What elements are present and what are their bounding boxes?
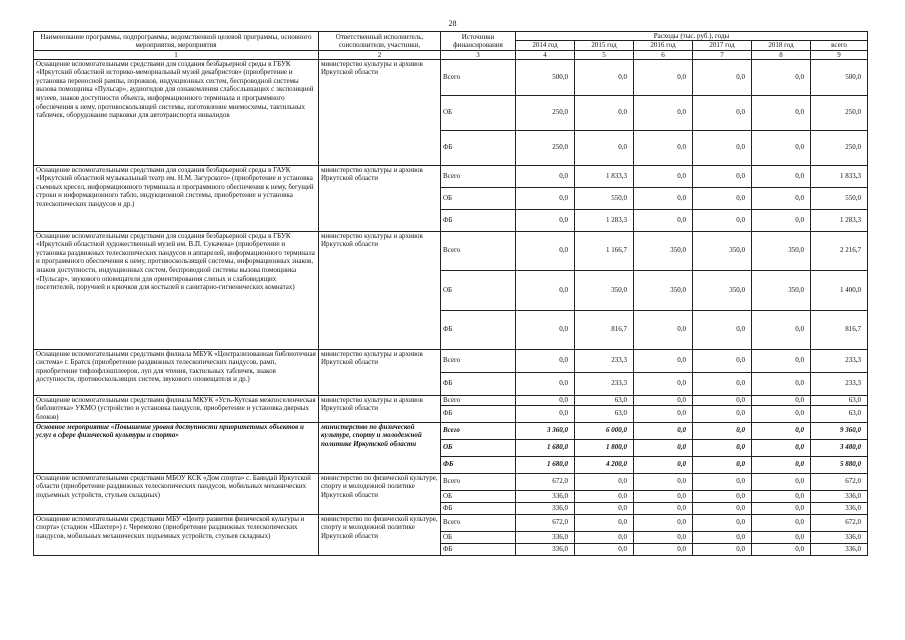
expense-value: 1 680,0 — [516, 456, 575, 473]
expense-value: 0,0 — [752, 59, 811, 95]
executor: министерство культуры и архивов Иркутской области — [319, 231, 441, 349]
expense-value: 1 166,7 — [575, 231, 634, 270]
expense-value: 350,0 — [693, 270, 752, 310]
expense-value: 250,0 — [516, 95, 575, 130]
expense-total: 336,0 — [811, 531, 868, 543]
header-expenses: Расходы (тыс. руб.), годы — [516, 32, 868, 41]
executor: министерство культуры и архивов Иркутской области — [319, 395, 441, 422]
expense-value: 0,0 — [693, 490, 752, 502]
financing-source: ФБ — [441, 372, 516, 395]
expense-value: 0,0 — [693, 59, 752, 95]
expense-value: 0,0 — [575, 130, 634, 165]
expense-value: 336,0 — [516, 543, 575, 555]
expense-value: 0,0 — [516, 405, 575, 422]
expense-value: 816,7 — [575, 310, 634, 349]
expense-value: 0,0 — [634, 543, 693, 555]
column-number: 1 — [34, 50, 319, 59]
expense-value: 0,0 — [693, 514, 752, 531]
financing-source: ОБ — [441, 490, 516, 502]
column-number: 2 — [319, 50, 441, 59]
expense-value: 3 360,0 — [516, 422, 575, 439]
expense-value: 0,0 — [516, 187, 575, 209]
expense-value: 0,0 — [634, 456, 693, 473]
activity-name: Оснащение вспомогательными средствами филиала МКУК «Усть-Кутская межпоселенческая библиотека» УКМО (устройство и установка пандусов, приобретение и установка дверных блоков) — [34, 395, 319, 422]
expense-value: 0,0 — [693, 187, 752, 209]
expense-value: 63,0 — [575, 405, 634, 422]
expense-total: 336,0 — [811, 502, 868, 514]
expense-value: 0,0 — [575, 514, 634, 531]
executor: министерство культуры и архивов Иркутской области — [319, 59, 441, 165]
executor: министерство культуры и архивов Иркутской области — [319, 349, 441, 395]
expense-total: 63,0 — [811, 405, 868, 422]
table-row — [34, 422, 868, 439]
expense-total: 816,7 — [811, 310, 868, 349]
expense-value: 672,0 — [516, 514, 575, 531]
header-year: 2015 год — [575, 41, 634, 50]
expense-value: 0,0 — [752, 372, 811, 395]
column-number: 4 — [516, 50, 575, 59]
column-number: 5 — [575, 50, 634, 59]
expense-value: 0,0 — [634, 439, 693, 456]
expense-total: 672,0 — [811, 473, 868, 490]
column-number: 9 — [811, 50, 868, 59]
activity-name: Основное мероприятие «Повышение уровня доступности приоритетных объектов и услуг в сфере физической культуры и спорта» — [34, 422, 319, 473]
activity-name: Оснащение вспомогательными средствами для создания безбарьерной среды в ГБУК «Иркутский областной историко-мемориальный музей декабристов» (приобретение и установка переносной рампы, порожков, индукционных систем, беспроводной системы вызова помощника «Пульсар», аудиогидов для ознакомления слабослышащих с экспозицией музеев, знаков доступности объекта, информационного терминала и программного обеспечения к нему, противоскользящей системы, изготовление мнемосхемы, тактильных табличек, оборудование парковки для автотранспорта инвалидов — [34, 59, 319, 165]
column-number: 6 — [634, 50, 693, 59]
column-number: 3 — [441, 50, 516, 59]
expense-value: 0,0 — [516, 270, 575, 310]
expense-value: 1 833,3 — [575, 165, 634, 187]
expense-value: 0,0 — [693, 310, 752, 349]
expense-value: 0,0 — [634, 422, 693, 439]
header-name: Наименование программы, подпрограммы, ведомственной целевой программы, основного мероприятия, мероприятия — [34, 32, 319, 51]
expense-value: 0,0 — [752, 456, 811, 473]
expense-value: 0,0 — [752, 422, 811, 439]
expense-total: 336,0 — [811, 543, 868, 555]
expense-value: 350,0 — [575, 270, 634, 310]
expense-value: 0,0 — [516, 231, 575, 270]
expense-value: 233,3 — [575, 372, 634, 395]
financing-source: ФБ — [441, 209, 516, 231]
executor: министерство культуры и архивов Иркутской области — [319, 165, 441, 231]
expense-value: 1 283,3 — [575, 209, 634, 231]
expense-value: 0,0 — [752, 310, 811, 349]
expense-total: 336,0 — [811, 490, 868, 502]
expense-value: 0,0 — [752, 490, 811, 502]
expense-value: 0,0 — [752, 473, 811, 490]
executor: министерство по физической культуре, спорту и молодежной политике Иркутской области — [319, 422, 441, 473]
expense-value: 336,0 — [516, 490, 575, 502]
expense-value: 250,0 — [516, 130, 575, 165]
financing-source: ФБ — [441, 405, 516, 422]
expense-value: 336,0 — [516, 531, 575, 543]
column-number-row — [34, 50, 868, 59]
expense-total: 233,3 — [811, 349, 868, 372]
expense-value: 0,0 — [693, 473, 752, 490]
financing-source: Всего — [441, 59, 516, 95]
header-source: Источники финансирования — [441, 32, 516, 51]
expense-value: 0,0 — [752, 543, 811, 555]
expense-value: 0,0 — [752, 130, 811, 165]
financing-source: ФБ — [441, 456, 516, 473]
expense-value: 350,0 — [752, 270, 811, 310]
expense-value: 0,0 — [752, 165, 811, 187]
expense-value: 233,3 — [575, 349, 634, 372]
expense-value: 0,0 — [693, 531, 752, 543]
expense-value: 0,0 — [575, 502, 634, 514]
expense-value: 0,0 — [693, 130, 752, 165]
executor: министерство по физической культуре, спорту и молодежной политике Иркутской области — [319, 473, 441, 514]
expense-value: 550,0 — [575, 187, 634, 209]
expense-value: 6 000,0 — [575, 422, 634, 439]
expense-value: 0,0 — [575, 490, 634, 502]
header-year: 2016 год — [634, 41, 693, 50]
financing-source: ФБ — [441, 130, 516, 165]
expense-total: 233,3 — [811, 372, 868, 395]
expense-total: 1 283,3 — [811, 209, 868, 231]
expense-value: 0,0 — [752, 187, 811, 209]
expense-value: 0,0 — [693, 395, 752, 405]
expense-value: 0,0 — [575, 531, 634, 543]
expense-value: 0,0 — [752, 502, 811, 514]
expense-value: 0,0 — [634, 310, 693, 349]
expense-value: 0,0 — [752, 405, 811, 422]
expense-value: 0,0 — [516, 372, 575, 395]
expense-value: 0,0 — [634, 490, 693, 502]
table-row — [34, 514, 868, 531]
table-row — [34, 395, 868, 405]
activity-name: Оснащение вспомогательными средствами для создания безбарьерной среды в ГБУК «Иркутский областной художественный музей им. В.П. Сукачева» (приобретение и установка раздвижных телескопических пандусов и аппарелей, информационного терминала и программного обеспечения к нему, противоскользящей системы, информационных знаков, знаков доступности, индукционных систем, беспроводной системы вызова помощника «Пульсар», звукового оповещателя для ориентирования слепых и слабовидящих посетителей, поручней и крючков для костылей в санитарно-гигиенических комнатах) — [34, 231, 319, 349]
expense-value: 0,0 — [634, 130, 693, 165]
activity-name: Оснащение вспомогательными средствами филиала МБУК «Централизованная библиотечная система» г. Братск (приобретение раздвижных телескопических пандусов, рамп, приобретение тифлофлэшплееров, луп для чтения, тактильных табличек, знаков доступности, противоскользящих систем, звукового оповещателя и др.) — [34, 349, 319, 395]
expense-value: 0,0 — [634, 473, 693, 490]
expense-value: 0,0 — [575, 59, 634, 95]
expense-value: 0,0 — [693, 95, 752, 130]
financing-source: Всего — [441, 514, 516, 531]
financing-source: ОБ — [441, 270, 516, 310]
activity-name: Оснащение вспомогательными средствами МБУ «Центр развития физической культуры и спорта» (стадион «Шахтер») г. Черемхово (приобретение раздвижных телескопических пандусов, мобильных механических подъемных устройств, стульев складных) — [34, 514, 319, 555]
expense-value: 0,0 — [693, 456, 752, 473]
expense-total: 500,0 — [811, 59, 868, 95]
header-year: 2014 год — [516, 41, 575, 50]
expense-value: 350,0 — [693, 231, 752, 270]
expense-value: 0,0 — [752, 95, 811, 130]
header-year: 2017 год — [693, 41, 752, 50]
expense-total: 9 360,0 — [811, 422, 868, 439]
expense-value: 0,0 — [516, 209, 575, 231]
expense-value: 350,0 — [634, 270, 693, 310]
expense-value: 0,0 — [634, 372, 693, 395]
expense-value: 0,0 — [752, 395, 811, 405]
financing-source: ОБ — [441, 439, 516, 456]
financing-source: Всего — [441, 395, 516, 405]
financing-source: Всего — [441, 349, 516, 372]
expense-value: 0,0 — [634, 395, 693, 405]
header-year: 2018 год — [752, 41, 811, 50]
expense-value: 0,0 — [693, 405, 752, 422]
expense-value: 0,0 — [752, 439, 811, 456]
table-row — [34, 231, 868, 270]
expense-value: 0,0 — [752, 531, 811, 543]
expense-total: 250,0 — [811, 130, 868, 165]
header-row — [34, 32, 868, 41]
expense-value: 350,0 — [752, 231, 811, 270]
expense-total: 1 833,3 — [811, 165, 868, 187]
expense-value: 0,0 — [634, 514, 693, 531]
table-row — [34, 473, 868, 490]
expense-value: 672,0 — [516, 473, 575, 490]
expense-value: 336,0 — [516, 502, 575, 514]
expense-value: 0,0 — [693, 209, 752, 231]
expense-value: 0,0 — [693, 543, 752, 555]
expense-value: 0,0 — [752, 514, 811, 531]
financing-source: ФБ — [441, 543, 516, 555]
executor: министерство по физической культуре, спорту и молодежной политике Иркутской области — [319, 514, 441, 555]
expense-value: 0,0 — [634, 349, 693, 372]
expense-value: 0,0 — [634, 502, 693, 514]
expense-value: 0,0 — [634, 165, 693, 187]
financing-source: ФБ — [441, 502, 516, 514]
financing-source: Всего — [441, 473, 516, 490]
expense-value: 0,0 — [693, 349, 752, 372]
header-total: всего — [811, 41, 868, 50]
expense-value: 0,0 — [634, 531, 693, 543]
expense-value: 0,0 — [693, 502, 752, 514]
expense-value: 0,0 — [516, 349, 575, 372]
expense-value: 1 800,0 — [575, 439, 634, 456]
expense-value: 0,0 — [575, 543, 634, 555]
expense-value: 0,0 — [575, 95, 634, 130]
expense-value: 0,0 — [693, 165, 752, 187]
expense-total: 3 480,0 — [811, 439, 868, 456]
page-number: 28 — [448, 19, 457, 28]
expense-value: 0,0 — [634, 95, 693, 130]
expense-total: 5 880,0 — [811, 456, 868, 473]
expense-value: 500,0 — [516, 59, 575, 95]
table-row — [34, 165, 868, 187]
table-body — [34, 59, 868, 555]
financing-source: ФБ — [441, 310, 516, 349]
table-row — [34, 349, 868, 372]
expense-value: 0,0 — [575, 473, 634, 490]
column-number: 8 — [752, 50, 811, 59]
expense-value: 0,0 — [634, 209, 693, 231]
expense-value: 350,0 — [634, 231, 693, 270]
expense-value: 0,0 — [752, 209, 811, 231]
expense-value: 0,0 — [516, 395, 575, 405]
expense-total: 1 400,0 — [811, 270, 868, 310]
financing-source: Всего — [441, 165, 516, 187]
expense-value: 4 200,0 — [575, 456, 634, 473]
expense-value: 0,0 — [634, 59, 693, 95]
header-executor: Ответственный исполнитель, соисполнители, участники, — [319, 32, 441, 51]
expense-value: 0,0 — [693, 422, 752, 439]
budget-table — [33, 31, 868, 556]
expense-value: 0,0 — [693, 439, 752, 456]
expense-value: 0,0 — [752, 349, 811, 372]
activity-name: Оснащение вспомогательными средствами МБОУ КСК «Дом спорта» с. Баяндай Иркутской области (приобретение раздвижных телескопических пандусов, мобильных механических подъемных устройств, стульев складных) — [34, 473, 319, 514]
expense-value: 0,0 — [693, 372, 752, 395]
expense-value: 0,0 — [516, 310, 575, 349]
financing-source: Всего — [441, 231, 516, 270]
column-number: 7 — [693, 50, 752, 59]
expense-value: 63,0 — [575, 395, 634, 405]
expense-value: 1 680,0 — [516, 439, 575, 456]
expense-value: 0,0 — [516, 165, 575, 187]
table-row — [34, 59, 868, 95]
financing-source: Всего — [441, 422, 516, 439]
financing-source: ОБ — [441, 187, 516, 209]
expense-total: 2 216,7 — [811, 231, 868, 270]
expense-total: 550,0 — [811, 187, 868, 209]
activity-name: Оснащение вспомогательными средствами для создания безбарьерной среды в ГАУК «Иркутский областной музыкальный театр им. Н.М. Загурского» (приобретение и установка съемных кресел, информационного терминала и программного обеспечения к нему, бегущей строки и информационного табло, индукционной системы, приобретение и установка телескопических пандусов и др.) — [34, 165, 319, 231]
expense-total: 250,0 — [811, 95, 868, 130]
expense-value: 0,0 — [634, 405, 693, 422]
expense-total: 672,0 — [811, 514, 868, 531]
expense-value: 0,0 — [634, 187, 693, 209]
expense-total: 63,0 — [811, 395, 868, 405]
financing-source: ОБ — [441, 531, 516, 543]
financing-source: ОБ — [441, 95, 516, 130]
